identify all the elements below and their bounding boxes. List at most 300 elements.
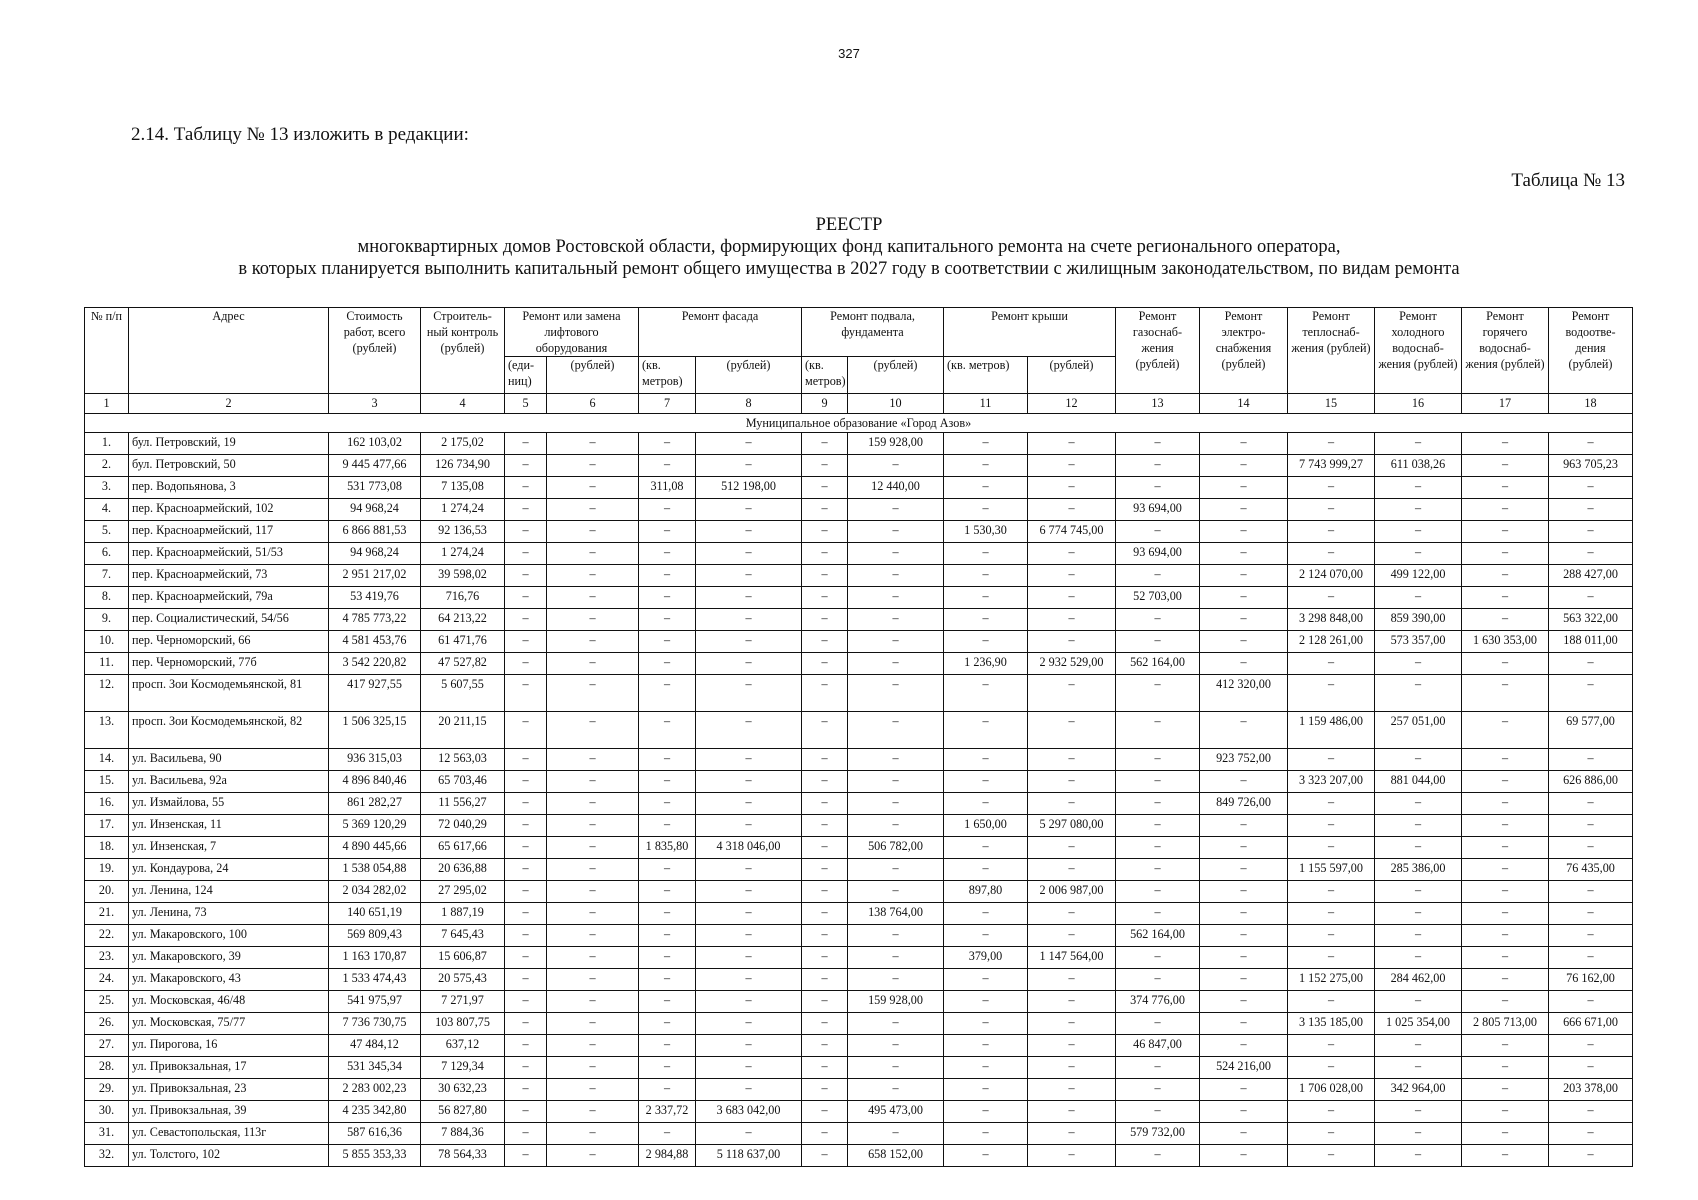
- table-row: [85, 1101, 1633, 1123]
- row-value: –: [802, 969, 848, 991]
- row-value: 1 274,24: [421, 499, 505, 521]
- table-row: [85, 793, 1633, 815]
- row-value: 923 752,00: [1200, 749, 1288, 771]
- row-value: 39 598,02: [421, 565, 505, 587]
- page-number: 327: [838, 46, 860, 61]
- row-value: 1 155 597,00: [1288, 859, 1375, 881]
- row-value: –: [1549, 815, 1633, 837]
- row-value: –: [1462, 543, 1549, 565]
- row-value: –: [1200, 771, 1288, 793]
- row-value: –: [639, 881, 696, 903]
- row-value: –: [802, 477, 848, 499]
- row-number: 9.: [85, 609, 129, 631]
- table-row: [85, 499, 1633, 521]
- row-value: –: [1288, 991, 1375, 1013]
- row-value: –: [639, 771, 696, 793]
- row-value: –: [1028, 1057, 1116, 1079]
- row-value: –: [639, 1123, 696, 1145]
- row-value: 859 390,00: [1375, 609, 1462, 631]
- row-value: 103 807,75: [421, 1013, 505, 1035]
- row-address: ул. Васильева, 92а: [129, 771, 329, 793]
- row-value: –: [547, 1101, 639, 1123]
- row-value: 637,12: [421, 1035, 505, 1057]
- row-value: –: [1549, 499, 1633, 521]
- row-value: –: [1462, 749, 1549, 771]
- row-value: –: [944, 455, 1028, 477]
- row-value: –: [639, 1079, 696, 1101]
- row-value: –: [944, 1013, 1028, 1035]
- row-value: 2 984,88: [639, 1145, 696, 1167]
- row-value: 7 135,08: [421, 477, 505, 499]
- row-value: –: [848, 609, 944, 631]
- row-value: 5 369 120,29: [329, 815, 421, 837]
- row-value: –: [1375, 521, 1462, 543]
- row-value: –: [848, 653, 944, 675]
- row-value: 1 147 564,00: [1028, 947, 1116, 969]
- row-value: –: [547, 947, 639, 969]
- row-value: –: [1462, 587, 1549, 609]
- row-value: –: [505, 499, 547, 521]
- row-value: –: [1116, 881, 1200, 903]
- row-address: ул. Московская, 46/48: [129, 991, 329, 1013]
- row-address: пер. Красноармейский, 79а: [129, 587, 329, 609]
- column-number: 6: [547, 394, 639, 414]
- row-value: –: [1028, 477, 1116, 499]
- row-value: –: [1288, 903, 1375, 925]
- row-value: –: [1028, 925, 1116, 947]
- row-value: –: [1028, 433, 1116, 455]
- row-value: –: [1028, 609, 1116, 631]
- table-row: [85, 991, 1633, 1013]
- row-value: –: [505, 1123, 547, 1145]
- table-row: [85, 675, 1633, 712]
- row-value: 6 866 881,53: [329, 521, 421, 543]
- registry-table: [84, 307, 1633, 1167]
- row-value: 3 298 848,00: [1288, 609, 1375, 631]
- row-value: –: [547, 565, 639, 587]
- row-address: ул. Толстого, 102: [129, 1145, 329, 1167]
- row-value: –: [547, 925, 639, 947]
- row-value: –: [848, 925, 944, 947]
- row-value: –: [1116, 477, 1200, 499]
- row-value: 499 122,00: [1375, 565, 1462, 587]
- row-value: –: [1200, 631, 1288, 653]
- row-value: 4 785 773,22: [329, 609, 421, 631]
- row-address: ул. Привокзальная, 23: [129, 1079, 329, 1101]
- row-value: –: [1288, 749, 1375, 771]
- row-value: –: [547, 1013, 639, 1035]
- header-basement-rubles: (рублей): [848, 357, 944, 394]
- row-value: –: [1375, 815, 1462, 837]
- row-value: 65 617,66: [421, 837, 505, 859]
- row-value: –: [1375, 587, 1462, 609]
- row-value: –: [1375, 749, 1462, 771]
- row-value: –: [1462, 881, 1549, 903]
- header-facade: Ремонт фасада: [639, 308, 802, 357]
- row-value: 1 533 474,43: [329, 969, 421, 991]
- row-value: –: [1462, 565, 1549, 587]
- row-value: –: [505, 771, 547, 793]
- row-value: –: [944, 925, 1028, 947]
- row-value: –: [1288, 433, 1375, 455]
- row-value: –: [848, 771, 944, 793]
- row-value: –: [696, 991, 802, 1013]
- row-value: –: [802, 433, 848, 455]
- row-number: 2.: [85, 455, 129, 477]
- row-address: ул. Макаровского, 100: [129, 925, 329, 947]
- row-value: –: [802, 631, 848, 653]
- row-value: –: [547, 675, 639, 712]
- row-address: ул. Инзенская, 11: [129, 815, 329, 837]
- row-value: –: [696, 903, 802, 925]
- row-value: 2 006 987,00: [1028, 881, 1116, 903]
- row-value: 257 051,00: [1375, 712, 1462, 749]
- row-value: –: [1375, 925, 1462, 947]
- row-value: –: [1200, 609, 1288, 631]
- row-value: 1 159 486,00: [1288, 712, 1375, 749]
- row-value: –: [1288, 793, 1375, 815]
- row-value: 1 236,90: [944, 653, 1028, 675]
- row-number: 31.: [85, 1123, 129, 1145]
- header-electric: Ремонт электро-снабжения (рублей): [1200, 308, 1288, 394]
- row-value: –: [639, 653, 696, 675]
- row-address: ул. Макаровского, 43: [129, 969, 329, 991]
- row-value: –: [848, 631, 944, 653]
- table-row: [85, 477, 1633, 499]
- row-value: –: [639, 903, 696, 925]
- row-value: –: [944, 1123, 1028, 1145]
- row-value: –: [505, 543, 547, 565]
- table-row: [85, 881, 1633, 903]
- row-value: –: [696, 565, 802, 587]
- row-number: 28.: [85, 1057, 129, 1079]
- row-value: –: [1375, 1101, 1462, 1123]
- row-value: –: [1028, 455, 1116, 477]
- row-value: –: [1462, 925, 1549, 947]
- row-value: –: [1375, 675, 1462, 712]
- row-value: –: [802, 837, 848, 859]
- row-value: –: [1375, 477, 1462, 499]
- row-number: 24.: [85, 969, 129, 991]
- row-value: –: [547, 1123, 639, 1145]
- row-value: –: [505, 477, 547, 499]
- row-value: 2 034 282,02: [329, 881, 421, 903]
- table-row: [85, 925, 1633, 947]
- row-value: –: [505, 609, 547, 631]
- row-value: –: [1116, 631, 1200, 653]
- row-value: 562 164,00: [1116, 925, 1200, 947]
- row-value: –: [1116, 1145, 1200, 1167]
- row-value: –: [696, 712, 802, 749]
- row-number: 14.: [85, 749, 129, 771]
- instruction-text: 2.14. Таблицу № 13 изложить в редакции:: [131, 124, 469, 145]
- row-value: –: [848, 565, 944, 587]
- row-value: –: [848, 521, 944, 543]
- row-value: 881 044,00: [1375, 771, 1462, 793]
- row-value: 2 932 529,00: [1028, 653, 1116, 675]
- row-value: –: [848, 1057, 944, 1079]
- row-value: –: [1028, 631, 1116, 653]
- column-number: 1: [85, 394, 129, 414]
- row-value: –: [1028, 837, 1116, 859]
- row-value: 611 038,26: [1375, 455, 1462, 477]
- row-value: –: [1462, 455, 1549, 477]
- row-value: –: [696, 1123, 802, 1145]
- row-value: –: [944, 543, 1028, 565]
- row-value: –: [547, 1079, 639, 1101]
- row-value: –: [505, 1079, 547, 1101]
- row-value: –: [639, 455, 696, 477]
- row-value: –: [1375, 947, 1462, 969]
- row-value: –: [1200, 837, 1288, 859]
- row-value: –: [547, 903, 639, 925]
- row-value: –: [1549, 1145, 1633, 1167]
- row-value: –: [639, 925, 696, 947]
- row-value: –: [944, 837, 1028, 859]
- row-value: –: [1288, 543, 1375, 565]
- table-row: [85, 1145, 1633, 1167]
- table-row: [85, 969, 1633, 991]
- table-row: [85, 1035, 1633, 1057]
- row-value: –: [505, 712, 547, 749]
- row-value: –: [1375, 903, 1462, 925]
- row-value: 12 563,03: [421, 749, 505, 771]
- row-value: –: [1288, 477, 1375, 499]
- row-value: –: [1288, 1145, 1375, 1167]
- row-value: –: [1200, 1145, 1288, 1167]
- row-value: –: [944, 631, 1028, 653]
- row-value: –: [944, 903, 1028, 925]
- row-value: –: [944, 969, 1028, 991]
- row-value: –: [547, 1035, 639, 1057]
- row-value: 1 025 354,00: [1375, 1013, 1462, 1035]
- row-value: –: [547, 749, 639, 771]
- row-value: –: [1375, 1057, 1462, 1079]
- row-value: 285 386,00: [1375, 859, 1462, 881]
- row-value: –: [802, 1013, 848, 1035]
- column-number: 10: [848, 394, 944, 414]
- row-value: 573 357,00: [1375, 631, 1462, 653]
- row-value: –: [1462, 1123, 1549, 1145]
- row-value: –: [1116, 815, 1200, 837]
- row-value: –: [505, 653, 547, 675]
- row-value: –: [1116, 947, 1200, 969]
- row-value: 963 705,23: [1549, 455, 1633, 477]
- row-value: –: [944, 565, 1028, 587]
- row-address: ул. Кондаурова, 24: [129, 859, 329, 881]
- row-value: –: [696, 675, 802, 712]
- row-value: 69 577,00: [1549, 712, 1633, 749]
- row-value: –: [1028, 1035, 1116, 1057]
- row-value: –: [1375, 1123, 1462, 1145]
- row-value: –: [547, 881, 639, 903]
- row-address: ул. Привокзальная, 17: [129, 1057, 329, 1079]
- row-value: –: [1116, 771, 1200, 793]
- row-value: –: [1288, 925, 1375, 947]
- row-value: –: [802, 815, 848, 837]
- row-value: 587 616,36: [329, 1123, 421, 1145]
- row-value: –: [547, 712, 639, 749]
- row-value: –: [696, 455, 802, 477]
- row-value: –: [1028, 499, 1116, 521]
- row-value: –: [1375, 653, 1462, 675]
- row-value: –: [944, 477, 1028, 499]
- row-value: –: [547, 969, 639, 991]
- row-value: –: [1028, 675, 1116, 712]
- row-value: –: [696, 881, 802, 903]
- row-value: –: [944, 991, 1028, 1013]
- row-value: –: [1200, 499, 1288, 521]
- row-value: –: [1288, 881, 1375, 903]
- row-value: 1 706 028,00: [1288, 1079, 1375, 1101]
- row-value: –: [1116, 793, 1200, 815]
- row-address: просп. Зои Космодемьянской, 82: [129, 712, 329, 749]
- row-value: 1 506 325,15: [329, 712, 421, 749]
- row-value: 284 462,00: [1375, 969, 1462, 991]
- row-value: –: [639, 521, 696, 543]
- row-value: –: [1549, 477, 1633, 499]
- row-value: 342 964,00: [1375, 1079, 1462, 1101]
- table-row: [85, 433, 1633, 455]
- row-value: 4 318 046,00: [696, 837, 802, 859]
- row-value: –: [547, 1057, 639, 1079]
- row-value: –: [1116, 1079, 1200, 1101]
- row-number: 13.: [85, 712, 129, 749]
- row-value: 138 764,00: [848, 903, 944, 925]
- row-address: пер. Черноморский, 77б: [129, 653, 329, 675]
- row-value: –: [1549, 433, 1633, 455]
- row-value: –: [1116, 675, 1200, 712]
- row-number: 17.: [85, 815, 129, 837]
- row-value: 1 163 170,87: [329, 947, 421, 969]
- row-value: –: [802, 543, 848, 565]
- row-value: 417 927,55: [329, 675, 421, 712]
- row-value: 203 378,00: [1549, 1079, 1633, 1101]
- column-number: 15: [1288, 394, 1375, 414]
- row-value: –: [1549, 947, 1633, 969]
- header-address: Адрес: [129, 308, 329, 394]
- row-value: 76 435,00: [1549, 859, 1633, 881]
- row-value: –: [1549, 1057, 1633, 1079]
- row-number: 32.: [85, 1145, 129, 1167]
- table-header: [85, 308, 1633, 414]
- row-value: –: [848, 881, 944, 903]
- row-value: –: [696, 771, 802, 793]
- table-row: [85, 771, 1633, 793]
- row-address: ул. Васильева, 90: [129, 749, 329, 771]
- table-row: [85, 712, 1633, 749]
- row-address: ул. Измайлова, 55: [129, 793, 329, 815]
- row-value: –: [1549, 1101, 1633, 1123]
- row-address: пер. Черноморский, 66: [129, 631, 329, 653]
- row-value: 52 703,00: [1116, 587, 1200, 609]
- row-value: –: [1200, 1079, 1288, 1101]
- row-value: –: [1549, 837, 1633, 859]
- row-value: –: [944, 587, 1028, 609]
- row-value: –: [848, 1123, 944, 1145]
- row-value: 159 928,00: [848, 991, 944, 1013]
- row-value: 2 124 070,00: [1288, 565, 1375, 587]
- row-value: –: [1288, 499, 1375, 521]
- row-value: –: [1288, 1057, 1375, 1079]
- row-value: –: [1200, 455, 1288, 477]
- row-address: ул. Ленина, 73: [129, 903, 329, 925]
- row-value: –: [1288, 1123, 1375, 1145]
- row-value: –: [1462, 991, 1549, 1013]
- row-value: –: [802, 1101, 848, 1123]
- row-value: 7 884,36: [421, 1123, 505, 1145]
- row-value: –: [1375, 433, 1462, 455]
- row-value: –: [1462, 653, 1549, 675]
- row-value: –: [1462, 1079, 1549, 1101]
- row-value: –: [639, 609, 696, 631]
- row-address: пер. Водопьянова, 3: [129, 477, 329, 499]
- row-value: 506 782,00: [848, 837, 944, 859]
- row-value: 3 323 207,00: [1288, 771, 1375, 793]
- row-value: –: [802, 881, 848, 903]
- column-number-row: [85, 394, 1633, 414]
- header-drainage: Ремонт водоотве-дения (рублей): [1549, 308, 1633, 394]
- row-value: –: [1116, 749, 1200, 771]
- row-number: 30.: [85, 1101, 129, 1123]
- row-value: 1 152 275,00: [1288, 969, 1375, 991]
- row-value: –: [639, 433, 696, 455]
- row-value: –: [639, 969, 696, 991]
- row-value: –: [696, 1057, 802, 1079]
- row-value: 1 538 054,88: [329, 859, 421, 881]
- row-value: –: [848, 793, 944, 815]
- row-value: –: [1200, 991, 1288, 1013]
- row-value: –: [639, 565, 696, 587]
- column-number: 7: [639, 394, 696, 414]
- row-value: –: [505, 675, 547, 712]
- row-value: 541 975,97: [329, 991, 421, 1013]
- row-value: –: [944, 1079, 1028, 1101]
- row-value: 46 847,00: [1116, 1035, 1200, 1057]
- column-number: 4: [421, 394, 505, 414]
- row-value: –: [1200, 712, 1288, 749]
- row-value: –: [802, 793, 848, 815]
- row-value: –: [639, 712, 696, 749]
- row-address: бул. Петровский, 19: [129, 433, 329, 455]
- row-value: 579 732,00: [1116, 1123, 1200, 1145]
- row-value: –: [1462, 1101, 1549, 1123]
- row-value: –: [848, 969, 944, 991]
- row-value: –: [505, 793, 547, 815]
- row-number: 20.: [85, 881, 129, 903]
- row-value: 20 575,43: [421, 969, 505, 991]
- row-number: 18.: [85, 837, 129, 859]
- row-value: –: [1116, 1101, 1200, 1123]
- row-value: –: [802, 771, 848, 793]
- table-row: [85, 837, 1633, 859]
- header-roof-sqm: (кв. метров): [944, 357, 1028, 394]
- row-value: –: [848, 859, 944, 881]
- row-value: –: [547, 521, 639, 543]
- row-value: 5 297 080,00: [1028, 815, 1116, 837]
- row-value: –: [547, 631, 639, 653]
- row-value: 1 887,19: [421, 903, 505, 925]
- row-value: –: [848, 675, 944, 712]
- row-value: –: [1028, 859, 1116, 881]
- row-value: –: [1028, 771, 1116, 793]
- row-value: –: [944, 712, 1028, 749]
- row-value: –: [639, 749, 696, 771]
- row-value: –: [696, 433, 802, 455]
- row-value: –: [1116, 521, 1200, 543]
- row-value: 47 527,82: [421, 653, 505, 675]
- row-value: –: [639, 859, 696, 881]
